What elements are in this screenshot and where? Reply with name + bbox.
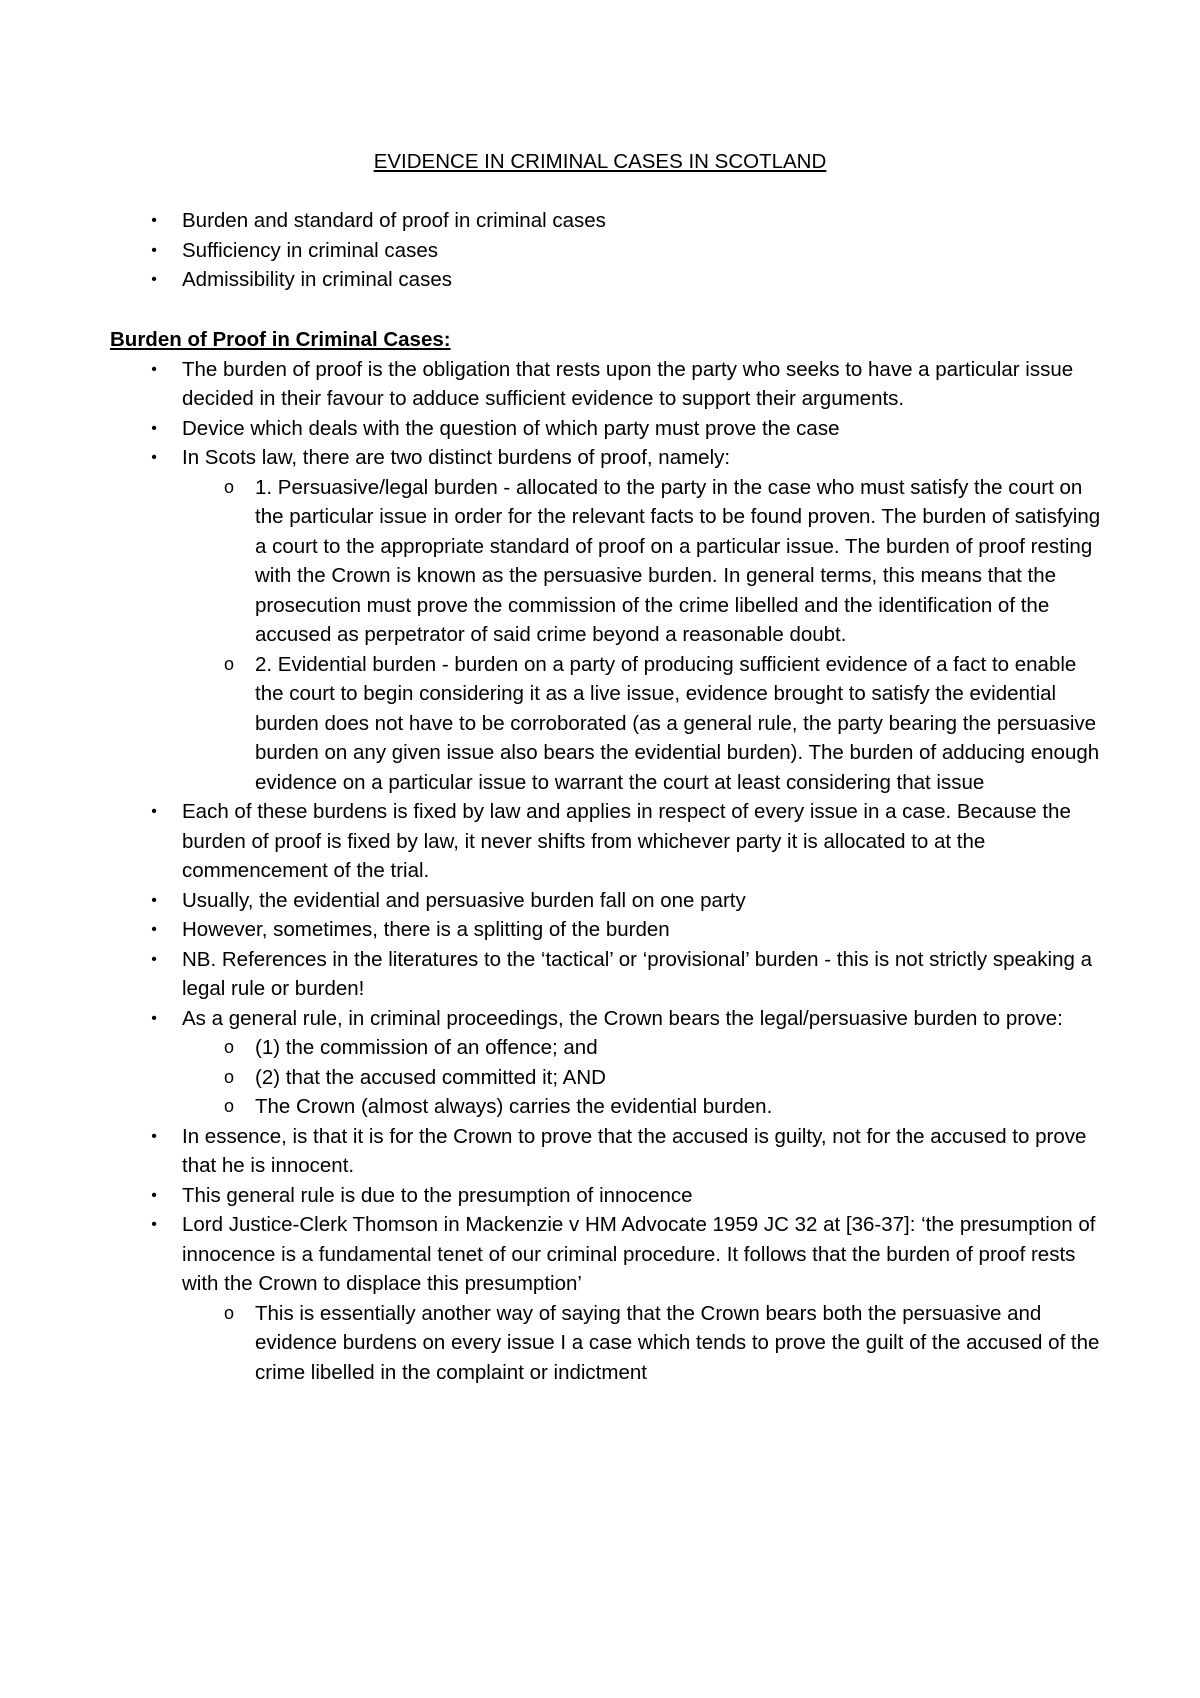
sub-list-item-text: 2. Evidential burden - burden on a party of producing sufficient evidence of a fact to enable the court to begin considering it as a live issue, evidence brought to satisfy the evidential burden does not have to be corroborated (as a general rule, the party bearing the persuasive burden on any given issue also bears the evidential burden). The burden of adducing enough evidence on a particular issue to warrant the court at least considering that issue: [255, 652, 1100, 794]
list-item-text: Each of these burdens is fixed by law and applies in respect of every issue in a case. Because the burden of proof is fixed by law, it never shifts from whichever party it is allocated to at the commencement of the trial.: [182, 800, 1071, 882]
bullet-icon: •: [151, 921, 157, 938]
bullet-icon: •: [151, 271, 157, 288]
list-item: [151, 1210, 1110, 1387]
bullet-icon: •: [151, 950, 157, 968]
sub-list-item: [223, 473, 1110, 650]
list-item-text: Burden and standard of proof in criminal cases: [182, 209, 606, 232]
list-item-text: In essence, is that it is for the Crown to prove that the accused is guilty, not for the accused to prove that he is innocent.: [182, 1124, 1087, 1177]
list-item: [151, 355, 1110, 414]
list-item: [151, 797, 1110, 886]
bullet-icon: •: [151, 360, 157, 378]
list-item-text: Device which deals with the question of which party must prove the case: [182, 416, 840, 440]
sub-list-item-text: (2) that the accused committed it; AND: [255, 1065, 606, 1089]
list-item: [151, 886, 1110, 916]
intro-list: [151, 206, 1102, 295]
list-item: [151, 1004, 1110, 1122]
bullet-icon: •: [151, 1216, 157, 1233]
crown-sublist: [223, 1033, 1110, 1122]
bullet-icon: •: [151, 449, 157, 466]
sub-list-item: [223, 1299, 1110, 1388]
list-item: [151, 443, 1110, 797]
sub-bullet-icon: o: [223, 1037, 234, 1057]
sub-bullet-icon: o: [223, 1302, 234, 1323]
sub-list-item-text: This is essentially another way of saying that the Crown bears both the persuasive and evidence burdens on every issue I a case which tends to prove the guilt of the accused of the crime libelled in the complaint or indictment: [255, 1301, 1100, 1384]
list-item: [151, 206, 1102, 236]
burdens-sublist: [223, 473, 1110, 798]
sub-bullet-icon: o: [223, 1096, 234, 1116]
list-item-text: As a general rule, in criminal proceedings, the Crown bears the legal/persuasive burden to prove:: [182, 1006, 1063, 1030]
list-item: [151, 915, 1110, 945]
burden-of-proof-section: [110, 325, 1110, 1387]
section-heading: Burden of Proof in Criminal Cases:: [110, 328, 451, 351]
list-item-text: NB. References in the literatures to the ‘tactical’ or ‘provisional’ burden - this is not strictly speaking a legal rule or burden!: [182, 947, 1093, 1000]
mackenzie-sublist: [223, 1299, 1110, 1388]
sub-list-item-text: The Crown (almost always) carries the evidential burden.: [255, 1095, 773, 1118]
bullet-icon: •: [151, 1127, 157, 1145]
list-item-text: Sufficiency in criminal cases: [182, 238, 438, 262]
sub-list-item: [223, 650, 1110, 798]
list-item-text: The burden of proof is the obligation that rests upon the party who seeks to have a particular issue decided in their favour to adduce sufficient evidence to support their arguments.: [182, 357, 1074, 410]
list-item: [151, 1181, 1110, 1211]
list-item: [151, 236, 1102, 266]
bullet-icon: •: [151, 241, 157, 259]
list-item-text: Admissibility in criminal cases: [182, 268, 452, 291]
bullet-icon: •: [151, 1186, 157, 1204]
list-item-text: In Scots law, there are two distinct burdens of proof, namely:: [182, 446, 731, 469]
sub-list-item: [223, 1063, 1110, 1093]
sub-list-item: [223, 1033, 1110, 1063]
list-item: [151, 414, 1110, 444]
bullet-icon: •: [151, 891, 157, 909]
list-item-text: Lord Justice-Clerk Thomson in Mackenzie v HM Advocate 1959 JC 32 at [36-37]: ‘the presumption of innocence is a fundamental tenet of our criminal procedure. It follows that the burden of proof rests with the Crown to displace this presumption’: [182, 1213, 1096, 1295]
list-item-text: Usually, the evidential and persuasive burden fall on one party: [182, 888, 746, 912]
sub-list-item: [223, 1092, 1110, 1122]
bullet-icon: •: [151, 803, 157, 820]
list-item: [151, 1122, 1110, 1181]
sub-list-item-text: 1. Persuasive/legal burden - allocated to the party in the case who must satisfy the court on the particular issue in order for the relevant facts to be found proven. The burden of satisfying a court to the appropriate standard of proof on a particular issue. The burden of proof resting with the Crown is known as the persuasive burden. In general terms, this means that the prosecution must prove the commission of the crime libelled and the identification of the accused as perpetrator of said crime beyond a reasonable doubt.: [255, 475, 1101, 646]
document-title: EVIDENCE IN CRIMINAL CASES IN SCOTLAND: [373, 150, 827, 173]
bullet-icon: •: [151, 212, 157, 229]
sub-bullet-icon: o: [223, 476, 234, 497]
list-item: [151, 265, 1102, 295]
list-item-text: This general rule is due to the presumption of innocence: [182, 1183, 693, 1207]
sub-bullet-icon: o: [223, 1066, 234, 1087]
sub-list-item-text: (1) the commission of an offence; and: [255, 1036, 598, 1059]
bullet-icon: •: [151, 419, 157, 437]
list-item-text: However, sometimes, there is a splitting of the burden: [182, 918, 670, 941]
sub-bullet-icon: o: [223, 653, 234, 674]
section-list: [151, 355, 1110, 1388]
list-item: [151, 945, 1110, 1004]
bullet-icon: •: [151, 1009, 157, 1027]
